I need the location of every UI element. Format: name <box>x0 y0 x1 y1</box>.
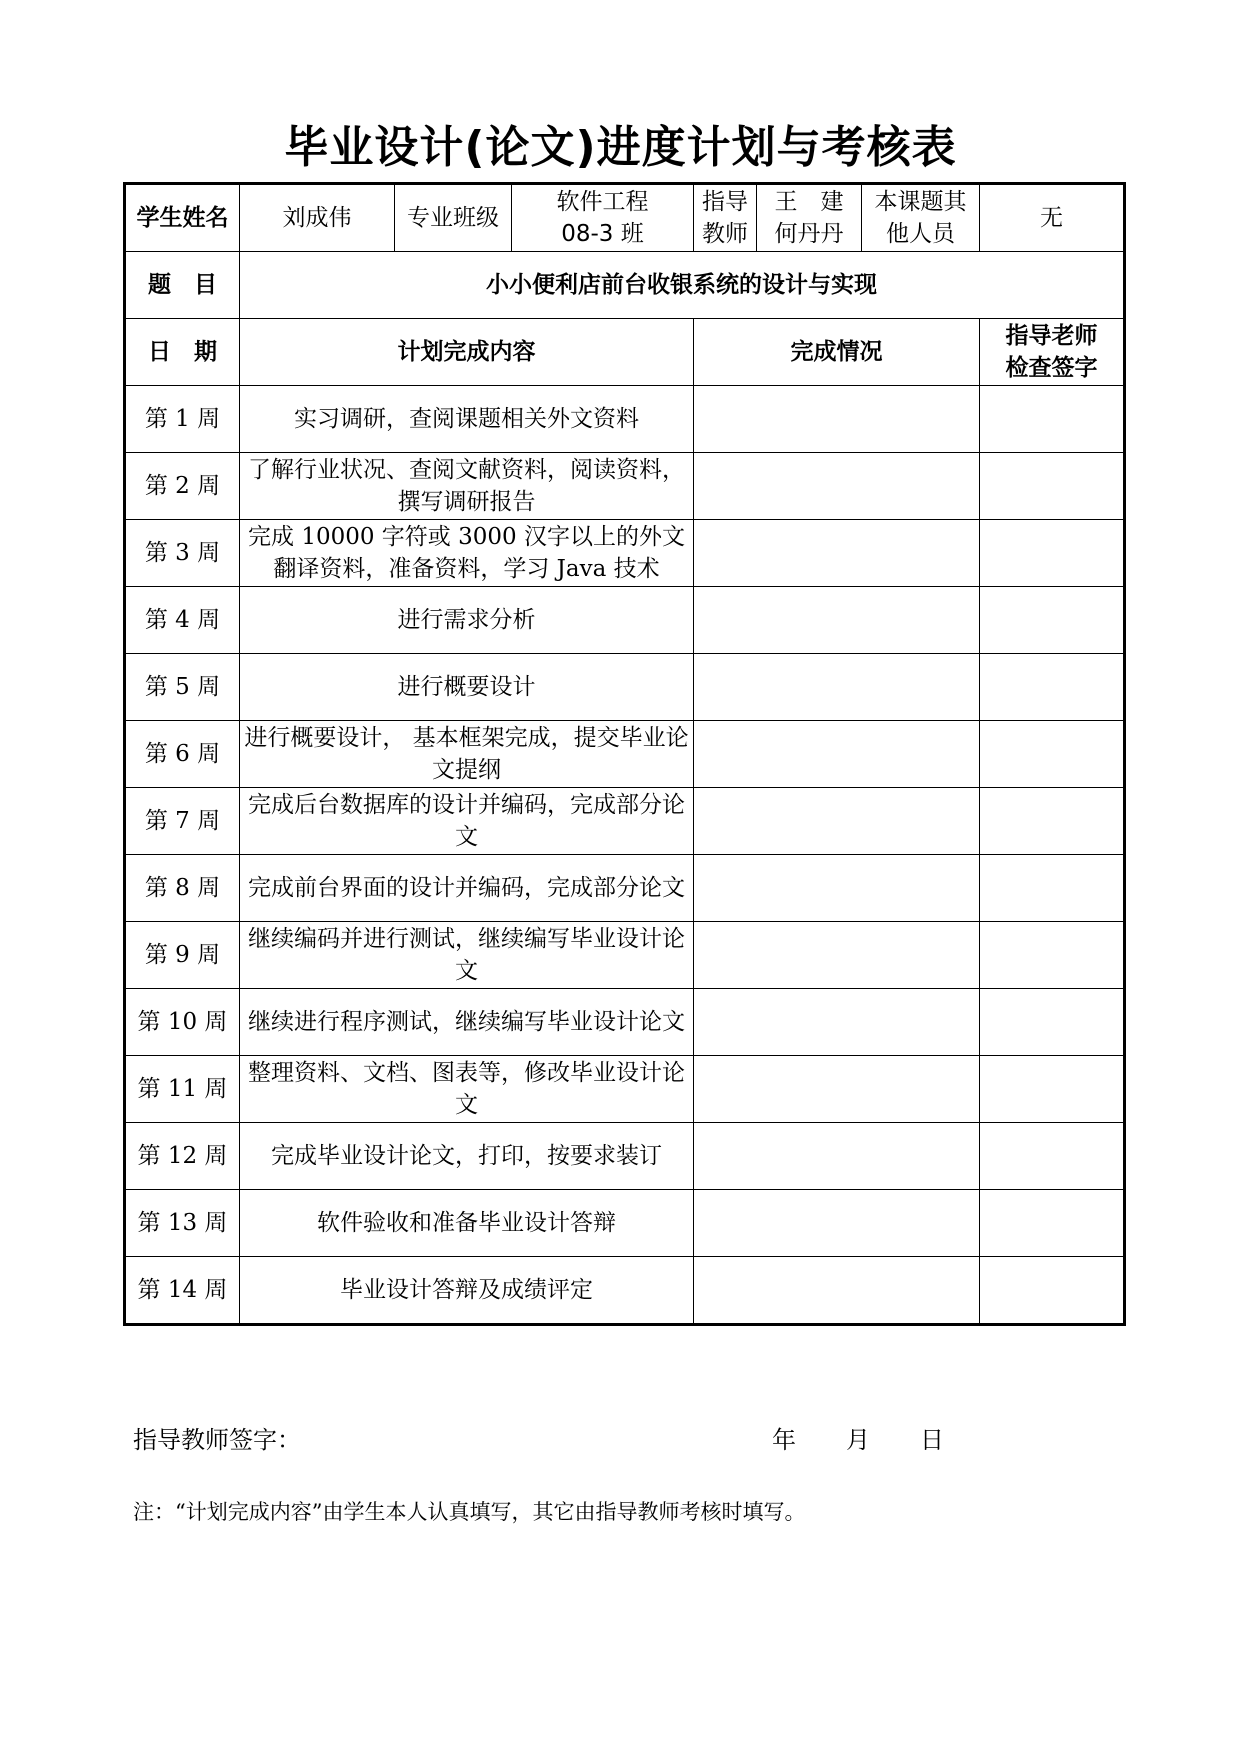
week-status-cell[interactable] <box>694 1123 980 1190</box>
week-check-signature-cell[interactable] <box>980 654 1125 721</box>
advisor-label <box>694 184 757 252</box>
week-status-cell[interactable] <box>694 922 980 989</box>
week-plan: 实习调研，查阅课题相关外文资料 <box>240 386 694 453</box>
week-label: 第 3 周 <box>125 520 240 587</box>
week-plan: 软件验收和准备毕业设计答辩 <box>240 1190 694 1257</box>
week-plan: 毕业设计答辩及成绩评定 <box>240 1257 694 1325</box>
week-check-signature-cell[interactable] <box>980 453 1125 520</box>
footer-note: 注：“计划完成内容”由学生本人认真填写，其它由指导教师考核时填写。 <box>133 1500 806 1524</box>
topic-row <box>125 252 1125 319</box>
week-status-cell[interactable] <box>694 721 980 788</box>
week-plan: 完成前台界面的设计并编码，完成部分论文 <box>240 855 694 922</box>
week-status-cell[interactable] <box>694 386 980 453</box>
week-plan: 进行概要设计， 基本框架完成，提交毕业论文提纲 <box>240 721 694 788</box>
week-row <box>125 721 1125 788</box>
week-check-signature-cell[interactable] <box>980 1190 1125 1257</box>
week-check-signature-cell[interactable] <box>980 1056 1125 1123</box>
check-column-header-line2: 检查签字 <box>1005 355 1098 381</box>
week-label: 第 12 周 <box>125 1123 240 1190</box>
header-row <box>125 184 1125 252</box>
student-name-value: 刘成伟 <box>240 184 395 252</box>
week-row <box>125 855 1125 922</box>
week-label: 第 10 周 <box>125 989 240 1056</box>
class-value-line1: 软件工程 <box>556 189 649 215</box>
column-header-row <box>125 319 1125 386</box>
week-plan: 了解行业状况、查阅文献资料，阅读资料，撰写调研报告 <box>240 453 694 520</box>
week-status-cell[interactable] <box>694 788 980 855</box>
week-status-cell[interactable] <box>694 654 980 721</box>
week-label: 第 7 周 <box>125 788 240 855</box>
week-check-signature-cell[interactable] <box>980 721 1125 788</box>
week-label: 第 8 周 <box>125 855 240 922</box>
week-status-cell[interactable] <box>694 855 980 922</box>
date-column-header: 日 期 <box>125 319 240 386</box>
week-plan: 进行概要设计 <box>240 654 694 721</box>
class-value-line2: 08-3 班 <box>561 221 644 247</box>
week-label: 第 14 周 <box>125 1257 240 1325</box>
advisor-value-line1: 王 建 <box>774 189 844 215</box>
check-column-header <box>980 319 1125 386</box>
week-label: 第 11 周 <box>125 1056 240 1123</box>
class-value <box>512 184 694 252</box>
week-row <box>125 1123 1125 1190</box>
week-check-signature-cell[interactable] <box>980 788 1125 855</box>
others-label-line1: 本课题其 <box>874 189 967 215</box>
week-status-cell[interactable] <box>694 1257 980 1325</box>
check-column-header-line1: 指导老师 <box>1005 323 1098 349</box>
advisor-value <box>757 184 862 252</box>
advisor-value-line2: 何丹丹 <box>774 221 844 247</box>
week-status-cell[interactable] <box>694 520 980 587</box>
week-status-cell[interactable] <box>694 1190 980 1257</box>
others-value: 无 <box>980 184 1125 252</box>
month-label: 月 <box>846 1426 870 1454</box>
week-check-signature-cell[interactable] <box>980 520 1125 587</box>
week-plan: 进行需求分析 <box>240 587 694 654</box>
week-label: 第 9 周 <box>125 922 240 989</box>
week-row <box>125 1190 1125 1257</box>
page-title: 毕业设计(论文)进度计划与考核表 <box>284 122 957 173</box>
advisor-signature-label: 指导教师签字： <box>133 1426 301 1454</box>
week-label: 第 1 周 <box>125 386 240 453</box>
week-plan: 继续进行程序测试，继续编写毕业设计论文 <box>240 989 694 1056</box>
year-label: 年 <box>772 1426 796 1454</box>
week-status-cell[interactable] <box>694 587 980 654</box>
week-status-cell[interactable] <box>694 453 980 520</box>
week-check-signature-cell[interactable] <box>980 989 1125 1056</box>
topic-label: 题 目 <box>125 252 240 319</box>
advisor-label-line1: 指导 <box>702 189 748 215</box>
week-label: 第 5 周 <box>125 654 240 721</box>
week-check-signature-cell[interactable] <box>980 386 1125 453</box>
week-row <box>125 1056 1125 1123</box>
week-check-signature-cell[interactable] <box>980 855 1125 922</box>
week-label: 第 4 周 <box>125 587 240 654</box>
week-row <box>125 922 1125 989</box>
week-plan: 继续编码并进行测试，继续编写毕业设计论文 <box>240 922 694 989</box>
week-check-signature-cell[interactable] <box>980 922 1125 989</box>
week-label: 第 13 周 <box>125 1190 240 1257</box>
plan-column-header: 计划完成内容 <box>240 319 694 386</box>
week-plan: 完成毕业设计论文，打印，按要求装订 <box>240 1123 694 1190</box>
others-label <box>862 184 980 252</box>
week-label: 第 6 周 <box>125 721 240 788</box>
class-label: 专业班级 <box>395 184 512 252</box>
week-row <box>125 386 1125 453</box>
week-row <box>125 587 1125 654</box>
week-row <box>125 989 1125 1056</box>
week-row <box>125 788 1125 855</box>
week-plan: 完成后台数据库的设计并编码，完成部分论文 <box>240 788 694 855</box>
week-row <box>125 453 1125 520</box>
week-status-cell[interactable] <box>694 989 980 1056</box>
others-label-line2: 他人员 <box>886 221 955 247</box>
progress-table <box>123 182 1126 1326</box>
week-label: 第 2 周 <box>125 453 240 520</box>
week-check-signature-cell[interactable] <box>980 1123 1125 1190</box>
signature-date <box>772 1424 944 1456</box>
status-column-header: 完成情况 <box>694 319 980 386</box>
student-name-label: 学生姓名 <box>125 184 240 252</box>
week-plan: 完成 10000 字符或 3000 汉字以上的外文翻译资料，准备资料，学习 Java 技术 <box>240 520 694 587</box>
week-row <box>125 1257 1125 1325</box>
week-row <box>125 654 1125 721</box>
day-label: 日 <box>920 1426 944 1454</box>
week-check-signature-cell[interactable] <box>980 587 1125 654</box>
advisor-label-line2: 教师 <box>702 221 748 247</box>
week-check-signature-cell[interactable] <box>980 1257 1125 1325</box>
week-row <box>125 520 1125 587</box>
week-status-cell[interactable] <box>694 1056 980 1123</box>
week-plan: 整理资料、文档、图表等，修改毕业设计论文 <box>240 1056 694 1123</box>
week-rows <box>125 386 1125 1325</box>
topic-value: 小小便利店前台收银系统的设计与实现 <box>240 252 1125 319</box>
